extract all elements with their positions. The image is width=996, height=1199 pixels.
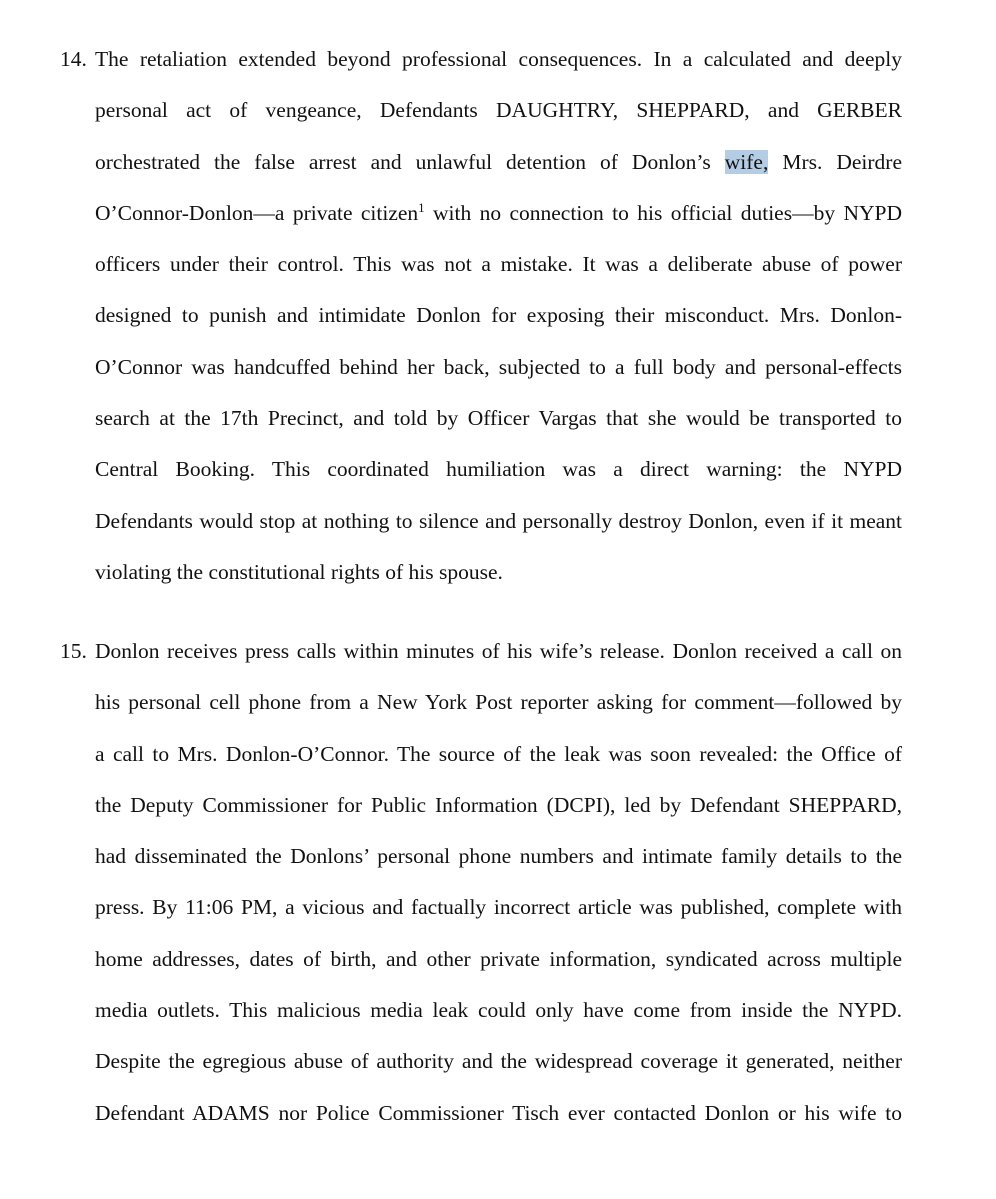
line-text: with no connection to his official duties—by NYPD	[424, 200, 902, 225]
paragraph-line: Donlon receives press calls within minutes of his wife’s release. Donlon received a call on	[95, 639, 902, 663]
line-text: Mrs. Deirdre	[768, 149, 902, 174]
paragraph-line: violating the constitutional rights of his spouse.	[95, 559, 503, 584]
paragraph-line: designed to punish and intimidate Donlon for exposing their misconduct. Mrs. Donlon-	[95, 303, 902, 328]
line-text: orchestrated the false arrest and unlawful detention of Donlon’s	[95, 149, 725, 174]
paragraph-line: press. By 11:06 PM, a vicious and factually incorrect article was published, complete with	[95, 895, 902, 920]
footnote-marker[interactable]: 1	[418, 199, 425, 215]
paragraph-14	[60, 34, 902, 598]
paragraph-line: the Deputy Commissioner for Public Information (DCPI), led by Defendant SHEPPARD,	[95, 792, 902, 817]
paragraph-line: officers under their control. This was not a mistake. It was a deliberate abuse of power	[95, 252, 902, 277]
paragraph-line: The retaliation extended beyond professional consequences. In a calculated and deeply	[95, 47, 902, 71]
paragraph-line: search at the 17th Precinct, and told by Officer Vargas that she would be transported to	[95, 406, 902, 431]
paragraph-line	[95, 137, 902, 188]
paragraph-number: 14.	[60, 47, 87, 71]
paragraph-number: 15.	[60, 639, 87, 663]
paragraph-line: Central Booking. This coordinated humiliation was a direct warning: the NYPD	[95, 457, 902, 482]
paragraph-15	[60, 626, 902, 1139]
paragraph-line: Defendant ADAMS nor Police Commissioner Tisch ever contacted Donlon or his wife to	[95, 1100, 902, 1125]
highlighted-text-selection[interactable]: wife,	[724, 149, 769, 174]
paragraph-line: O’Connor was handcuffed behind her back, subjected to a full body and personal-effects	[95, 354, 902, 379]
paragraph-line: a call to Mrs. Donlon-O’Connor. The source of the leak was soon revealed: the Office of	[95, 741, 902, 766]
paragraph-line: Despite the egregious abuse of authority and the widespread coverage it generated, neither	[95, 1049, 902, 1074]
paragraph-line	[95, 188, 902, 239]
paragraph-line: personal act of vengeance, Defendants DAUGHTRY, SHEPPARD, and GERBER	[95, 98, 902, 123]
paragraph-line: his personal cell phone from a New York Post reporter asking for comment—followed by	[95, 690, 902, 715]
paragraph-line: had disseminated the Donlons’ personal phone numbers and intimate family details to the	[95, 844, 902, 869]
paragraph-line: home addresses, dates of birth, and other private information, syndicated across multiple	[95, 946, 902, 971]
paragraph-line: media outlets. This malicious media leak could only have come from inside the NYPD.	[95, 998, 902, 1023]
paragraph-line: Defendants would stop at nothing to silence and personally destroy Donlon, even if it meant	[95, 508, 902, 533]
line-text: O’Connor-Donlon—a private citizen	[95, 200, 419, 225]
